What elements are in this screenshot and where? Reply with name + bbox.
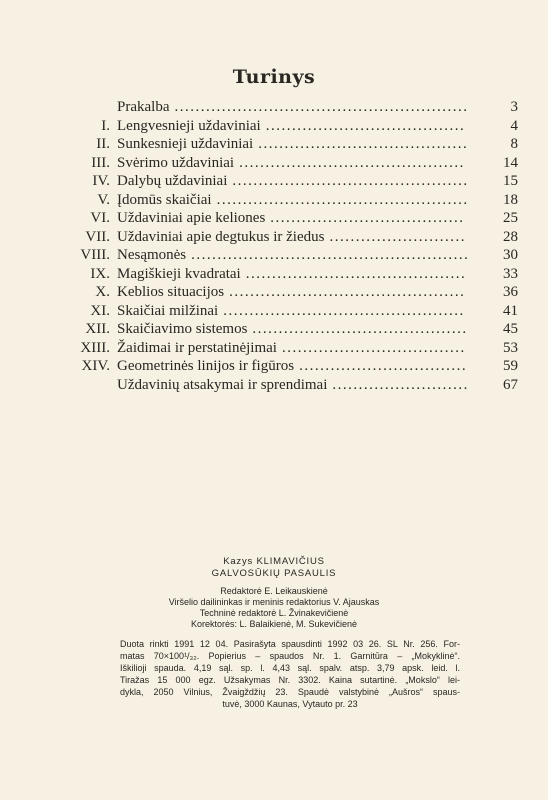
- toc-entry-number: IX.: [90, 265, 110, 282]
- toc-entry-title: Skaičiai milžinai: [117, 302, 219, 319]
- toc-entry-title-wrap: [117, 357, 477, 376]
- toc-entry: [0, 320, 548, 339]
- toc-entry-page: 28: [503, 228, 518, 245]
- toc-entry-title: Keblios situacijos: [117, 284, 225, 300]
- imprint-line: matas 70×100¹/₃₂. Popierius – spaudos Nr. 1. Garnitūra – „Mokyklinė“.: [120, 651, 460, 661]
- toc-entry-title-wrap: [117, 98, 477, 117]
- toc-leader-dots: .....................................................: [191, 247, 470, 263]
- toc-entry-title: Uždaviniai apie keliones: [117, 210, 266, 226]
- imprint-line: tuvė, 3000 Kaunas, Vytauto pr. 23: [222, 699, 358, 709]
- toc-entry: [0, 302, 548, 321]
- toc-entry-title-wrap: [117, 228, 477, 247]
- toc-entry: [0, 376, 548, 395]
- toc-entry-number: V.: [97, 191, 110, 208]
- toc-entry-number: XI.: [90, 302, 110, 319]
- toc-leader-dots: ...................................: [281, 339, 466, 356]
- toc-entry: [0, 357, 548, 376]
- toc-entry-title-wrap: [117, 191, 477, 210]
- toc-entry-page: 36: [503, 284, 518, 300]
- toc-entry-page: 8: [510, 136, 518, 152]
- toc-leader-dots: ..............................................: [223, 302, 465, 319]
- credit-line: Korektorės: L. Balaikienė, M. Sukevičienė: [190, 619, 358, 629]
- toc-entry-number: VII.: [85, 228, 110, 245]
- toc-entry-page: 4: [510, 117, 518, 134]
- toc-entry-title: Įdomūs skaičiai: [117, 191, 212, 208]
- toc-entry-title: Nesąmonės: [117, 247, 187, 263]
- toc-leader-dots: ..........................: [332, 376, 469, 393]
- imprint-block: [120, 638, 460, 710]
- toc-entry-title: Lengvesnieji uždaviniai: [117, 117, 261, 134]
- toc-entry: [0, 209, 548, 228]
- colophon: [0, 556, 548, 630]
- toc-entry: [0, 154, 548, 173]
- toc-leader-dots: ...........................................: [239, 154, 465, 171]
- toc-entry: [0, 117, 548, 136]
- toc-entry-title: Svėrimo uždaviniai: [117, 154, 235, 171]
- toc-entry-title-wrap: [117, 265, 477, 284]
- toc-entry: [0, 339, 548, 358]
- toc-entry-number: XIV.: [81, 358, 110, 374]
- toc-entry-title: Magiškieji kvadratai: [117, 265, 241, 282]
- toc-entry-page: 59: [503, 358, 518, 374]
- toc-leader-dots: .............................................: [232, 173, 469, 189]
- toc-entry-title: Uždavinių atsakymai ir sprendimai: [117, 376, 328, 393]
- toc-entry-page: 18: [503, 191, 518, 208]
- toc-entry-page: 53: [503, 339, 518, 356]
- toc-entry-title: Skaičiavimo sistemos: [117, 321, 248, 337]
- toc-entry-page: 3: [510, 99, 518, 115]
- toc-entry-page: 67: [503, 376, 518, 393]
- toc-entry-title-wrap: [117, 320, 477, 339]
- toc-entry-page: 15: [503, 173, 518, 189]
- toc-entry: [0, 246, 548, 265]
- toc-entry-title-wrap: [117, 117, 477, 136]
- toc-leader-dots: .....................................: [270, 210, 465, 226]
- imprint-line: Duota rinkti 1991 12 04. Pasirašyta spausdinti 1992 03 26. SL Nr. 256. For-: [120, 639, 460, 649]
- toc-entry-title-wrap: [117, 154, 477, 173]
- toc-leader-dots: ................................: [299, 358, 468, 374]
- toc-entry: [0, 135, 548, 154]
- toc-entry-page: 25: [503, 210, 518, 226]
- toc-leader-dots: ......................................: [265, 117, 466, 134]
- toc-entry-title-wrap: [117, 246, 477, 265]
- toc-entry: [0, 265, 548, 284]
- toc-leader-dots: .............................................: [229, 284, 466, 300]
- toc-entry-title-wrap: [117, 339, 477, 358]
- toc-entry-title: Dalybų uždaviniai: [117, 173, 228, 189]
- toc-entry: [0, 283, 548, 302]
- imprint-line: dykla, 2050 Vilnius, Žvaigždžių 23. Spaudė valstybinė „Aušros“ spaus-: [120, 687, 460, 697]
- toc-entry-title-wrap: [117, 283, 477, 302]
- toc-leader-dots: ........................................: [258, 136, 469, 152]
- toc-entry-page: 41: [503, 302, 518, 319]
- toc-entry-title: Geometrinės linijos ir figūros: [117, 358, 295, 374]
- toc-entry-number: III.: [91, 154, 110, 171]
- toc-entry-number: XII.: [85, 321, 110, 337]
- credit-line: Viršelio dailininkas ir meninis redaktorius V. Ajauskas: [168, 597, 380, 607]
- toc-entry-number: VIII.: [80, 247, 110, 263]
- toc-entry-title-wrap: [117, 302, 477, 321]
- toc-entry-number: X.: [95, 284, 110, 300]
- toc-title: Turinys: [232, 66, 316, 88]
- toc-entry-page: 14: [503, 154, 518, 171]
- toc-entry-page: 45: [503, 321, 518, 337]
- toc-entry-title: Sunkesnieji uždaviniai: [117, 136, 254, 152]
- toc-entry-number: IV.: [92, 173, 110, 189]
- book-title: GALVOSŪKIŲ PASAULIS: [211, 568, 337, 579]
- table-of-contents: [0, 98, 548, 394]
- toc-entry-title: Uždaviniai apie degtukus ir žiedus: [117, 228, 325, 245]
- toc-entry-page: 33: [503, 265, 518, 282]
- toc-entry-title-wrap: [117, 135, 477, 154]
- toc-entry: [0, 98, 548, 117]
- credit-line: Techninė redaktorė L. Žvinakevičienė: [199, 608, 349, 618]
- toc-leader-dots: ..........................................: [245, 265, 467, 282]
- toc-entry-title-wrap: [117, 209, 477, 228]
- toc-entry-title-wrap: [117, 376, 477, 395]
- toc-leader-dots: ........................................................: [174, 99, 469, 115]
- toc-entry-title-wrap: [117, 172, 477, 191]
- author-name: Kazys KLIMAVIČIUS: [223, 556, 325, 567]
- toc-entry-title: Prakalba: [117, 99, 170, 115]
- toc-entry-page: 30: [503, 247, 518, 263]
- imprint-line: Iškilioji spauda. 4,19 sąl. sp. l. 4,43 sąl. spalv. atsp. 3,79 apsk. leid. l.: [120, 663, 460, 673]
- imprint-line: Tiražas 15 000 egz. Užsakymas Nr. 3302. Kaina sutartinė. „Mokslo“ lei-: [120, 675, 460, 685]
- toc-leader-dots: .........................................: [252, 321, 468, 337]
- toc-entry-number: I.: [101, 117, 110, 134]
- toc-entry-number: VI.: [90, 210, 110, 226]
- toc-entry: [0, 191, 548, 210]
- toc-entry-number: II.: [96, 136, 110, 152]
- toc-leader-dots: ................................................: [216, 191, 469, 208]
- credit-line: Redaktorė E. Leikauskienė: [220, 586, 328, 596]
- toc-entry: [0, 172, 548, 191]
- toc-entry-number: XIII.: [80, 339, 110, 356]
- toc-leader-dots: ..........................: [329, 228, 466, 245]
- toc-entry-title: Žaidimai ir perstatinėjimai: [117, 339, 277, 356]
- toc-entry: [0, 228, 548, 247]
